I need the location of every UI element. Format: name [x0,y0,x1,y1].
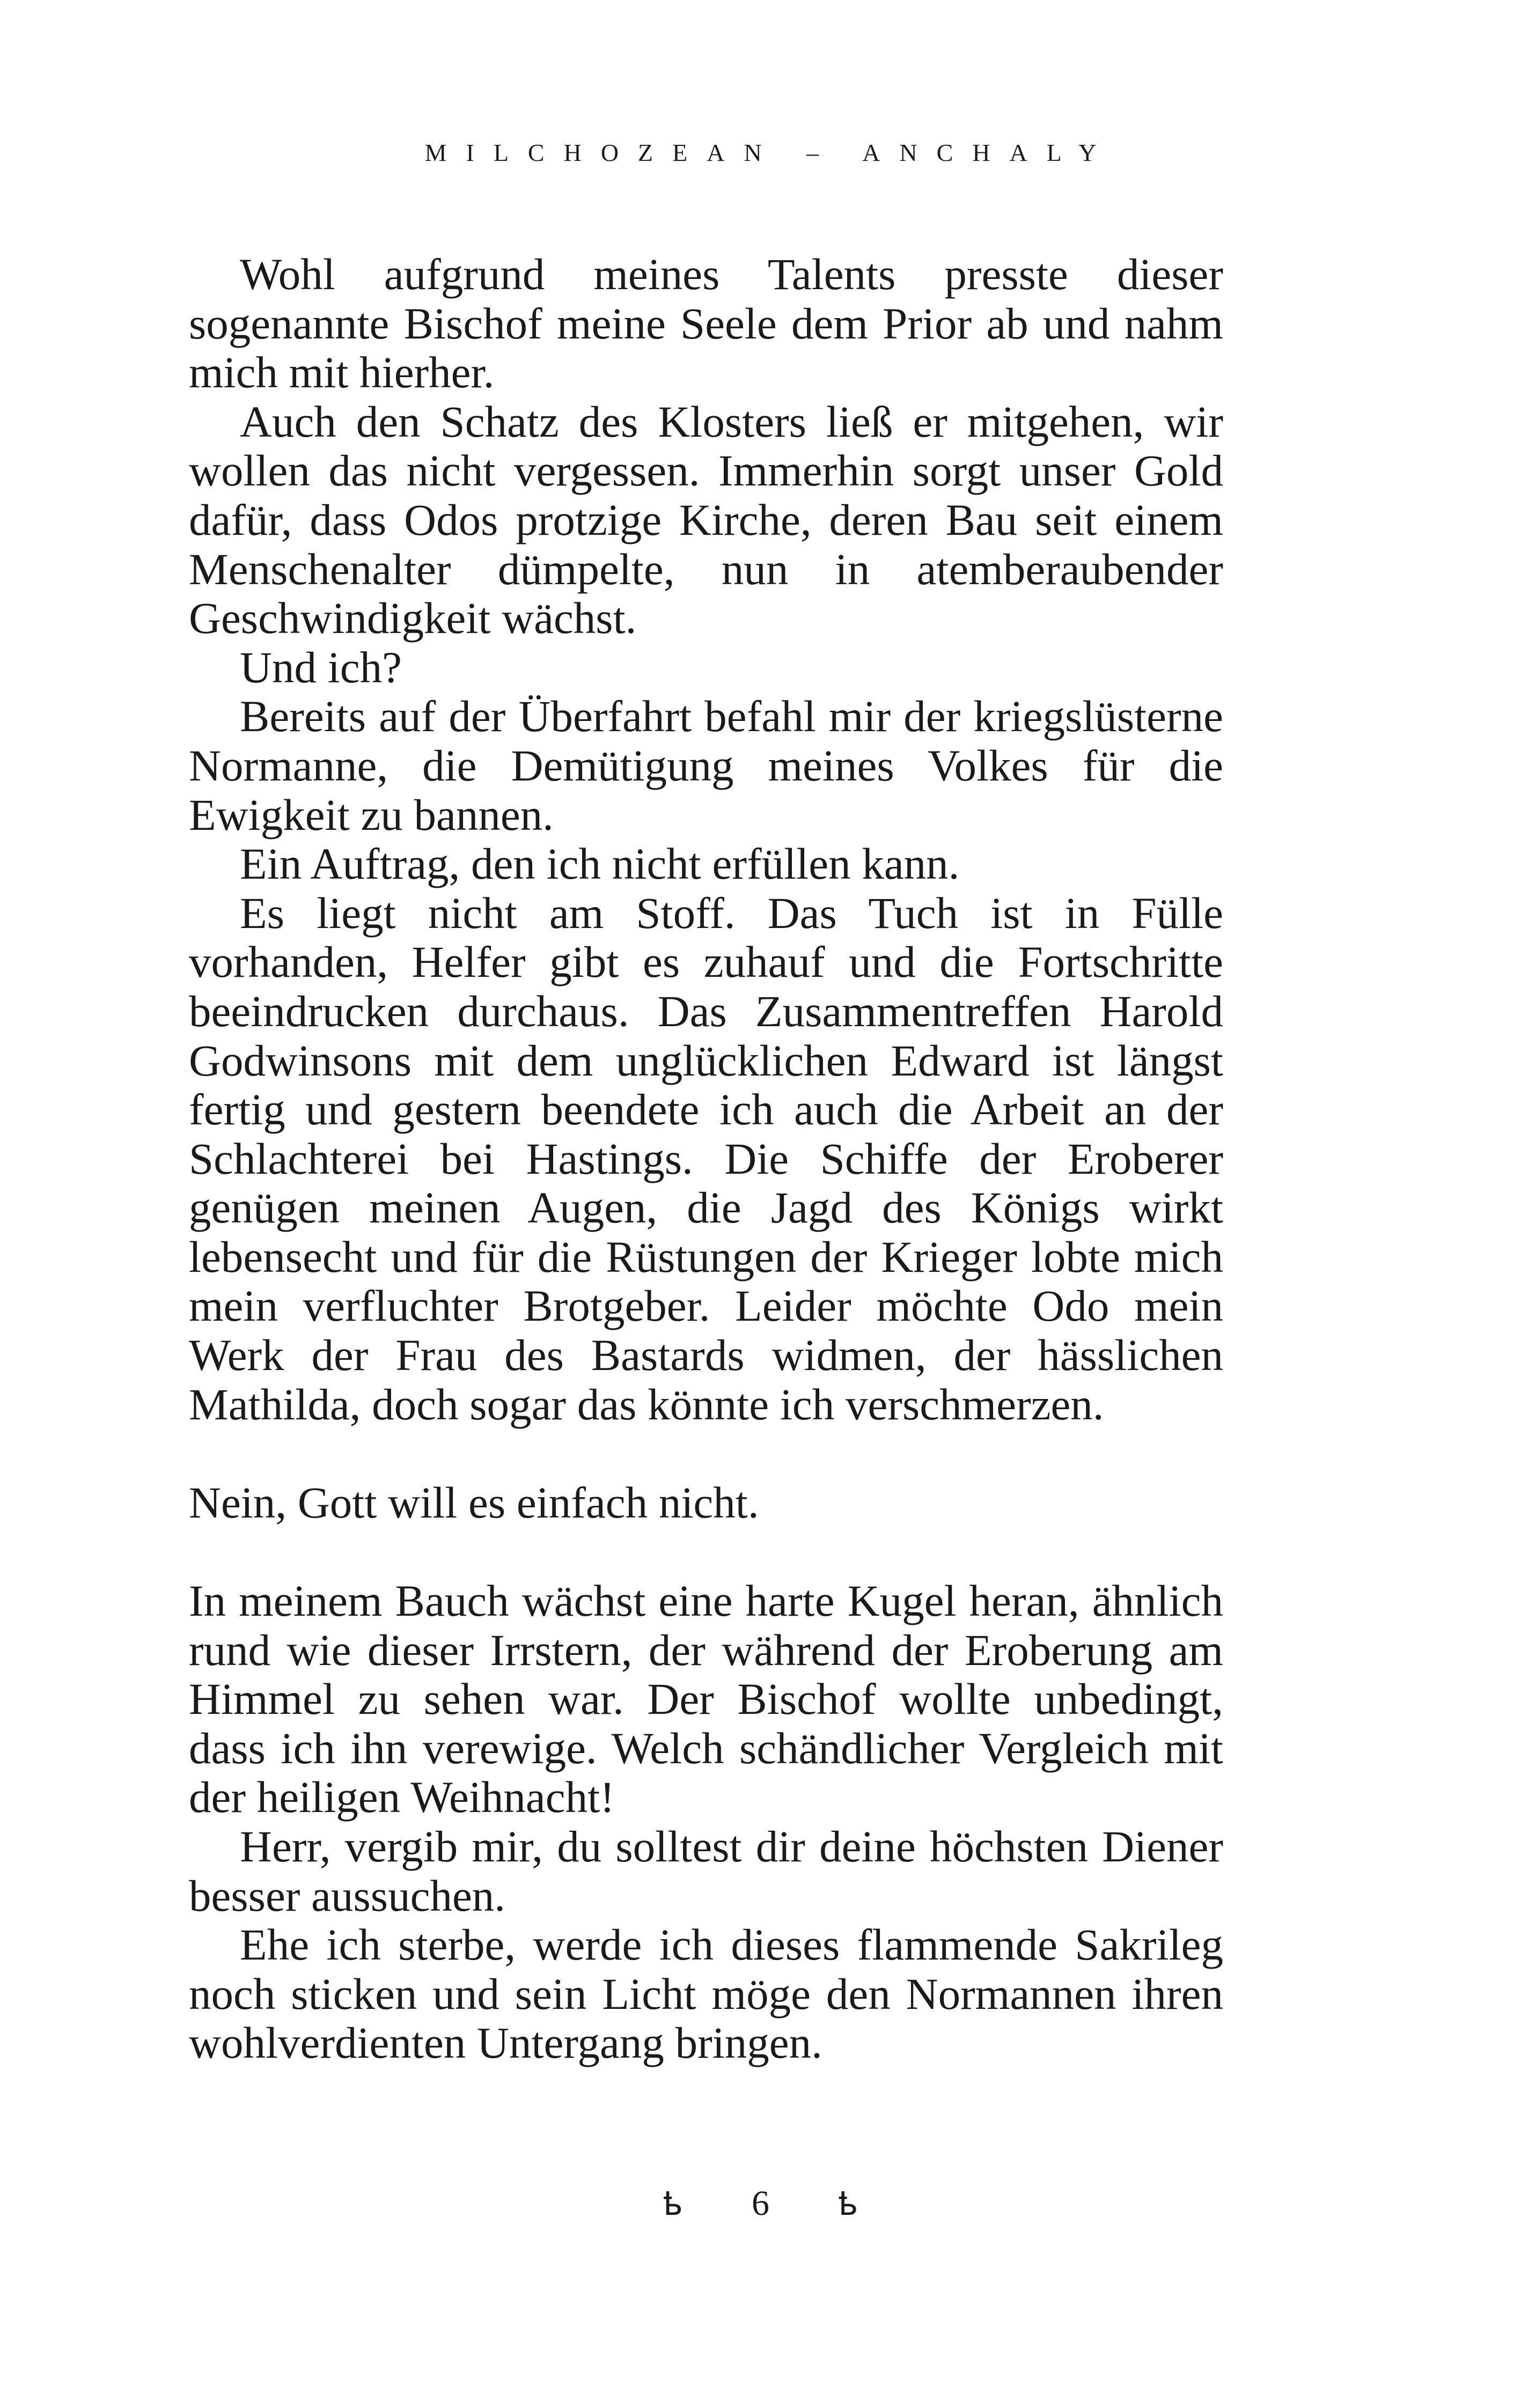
paragraph: Herr, vergib mir, du solltest dir deine höchsten Diener besser aussuchen. [189,1822,1223,1920]
paragraph: Auch den Schatz des Klosters ließ er mitgehen, wir wollen das nicht vergessen. Immerhin sorgt unser Gold dafür, dass Odos protzige Kirche, deren Bau seit einem Menschenalter dümpelte, nun in atemberaubender Geschwindigkeit wächst. [189,396,1223,643]
body-text [189,250,1223,2068]
paragraph: Nein, Gott will es einfach nicht. [189,1477,759,1527]
paragraph: Ein Auftrag, den ich nicht erfüllen kann. [240,839,960,889]
paragraph: Wohl aufgrund meines Talents presste dieser sogenannte Bischof meine Seele dem Prior ab und nahm mich mit hierher. [189,249,1223,397]
paragraph: Und ich? [240,642,402,692]
section-break [189,1429,1223,1478]
paragraph: Es liegt nicht am Stoff. Das Tuch ist in Fülle vorhanden, Helfer gibt es zuhauf und die Fortschritte beeindrucken durchaus. Das Zusammentreffen Harold Godwinsons mit dem unglücklichen Edward ist längst fertig und gestern beendete ich auch die Arbeit an der Schlachterei bei Hastings. Die Schiffe der Eroberer genügen meinen Augen, die Jagd des Königs wirkt lebensecht und für die Rüstungen der Krieger lobte mich mein verfluchter Brotgeber. Leider möchte Odo mein Werk der Frau des Bastards widmen, der hässlichen Mathilda, doch sogar das könnte ich verschmerzen. [189,888,1223,1429]
running-title: MILCHOZEAN – ANCHALY [424,139,1116,166]
page-footer [0,2186,1521,2221]
page-number: 6 [752,2184,769,2223]
section-break [189,1527,1223,1577]
paragraph: In meinem Bauch wächst eine harte Kugel heran, ähnlich rund wie dieser Irrstern, der während der Eroberung am Himmel zu sehen war. Der Bischof wollte unbedingt, dass ich ihn verewige. Welch schändlicher Vergleich mit der heiligen Weihnacht! [189,1576,1223,1822]
folio-ornament-right: ҍ [838,2184,858,2223]
paragraph: Ehe ich sterbe, werde ich dieses flammende Sakrileg noch sticken und sein Licht möge den Normannen ihren wohlverdienten Untergang bringen. [189,1920,1223,2068]
folio-ornament-left: ҍ [663,2184,683,2223]
paragraph: Bereits auf der Überfahrt befahl mir der kriegslüsterne Normanne, die Demütigung meines Volkes für die Ewigkeit zu bannen. [189,691,1223,840]
